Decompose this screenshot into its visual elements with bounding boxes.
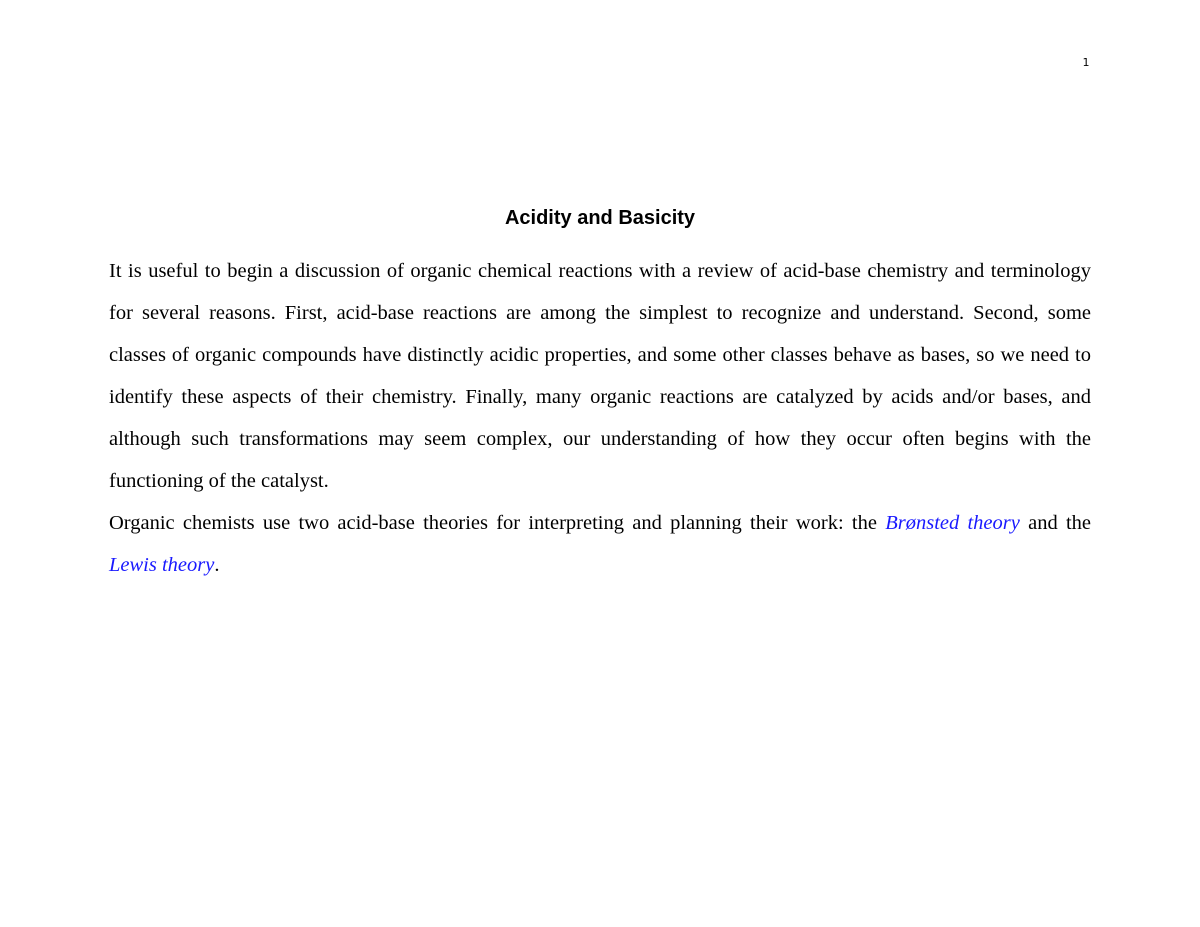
- lewis-theory-link[interactable]: Lewis theory: [109, 554, 215, 576]
- bronsted-theory-link[interactable]: Brønsted theory: [885, 512, 1020, 534]
- document-body: [109, 250, 1091, 586]
- document-title: Acidity and Basicity: [504, 207, 696, 229]
- paragraph-text-middle: and the: [1019, 512, 1091, 534]
- paragraph-text-after: .: [214, 554, 220, 576]
- paragraph-theories: [109, 502, 1091, 586]
- paragraph-text-before: Organic chemists use two acid-base theories for interpreting and planning their work: the: [109, 512, 886, 534]
- paragraph-intro: It is useful to begin a discussion of organic chemical reactions with a review of acid-base chemistry and terminology for several reasons. First, acid-base reactions are among the simplest to recognize and understand. Second, some classes of organic compounds have distinctly acidic properties, and some other classes behave as bases, so we need to identify these aspects of their chemistry. Finally, many organic reactions are catalyzed by acids and/or bases, and although such transformations may seem complex, our understanding of how they occur often begins with the functioning of the catalyst.: [109, 260, 1091, 492]
- page-number: 1: [1082, 56, 1090, 69]
